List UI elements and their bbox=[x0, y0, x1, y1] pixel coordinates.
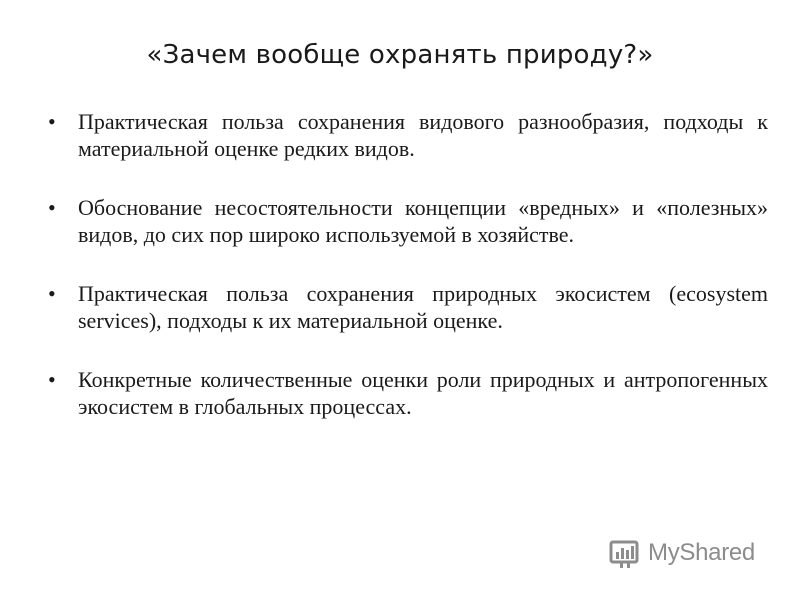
bullet-marker: • bbox=[48, 281, 56, 306]
bullet-item bbox=[48, 366, 768, 420]
myshared-logo-icon bbox=[608, 536, 642, 570]
bullet-text: Практическая польза сохранения видового разнообразия, подходы к материальной оценке редких видов. bbox=[78, 109, 768, 161]
myshared-watermark bbox=[608, 536, 755, 570]
bullet-text: Практическая польза сохранения природных экосистем (ecosystem services), подходы к их материальной оценке. bbox=[78, 281, 768, 333]
bullet-list bbox=[48, 108, 768, 452]
bullet-marker: • bbox=[48, 195, 56, 220]
myshared-logo-text: MyShared bbox=[648, 539, 755, 566]
bullet-item bbox=[48, 194, 768, 248]
bullet-text: Обоснование несостоятельности концепции «вредных» и «полезных» видов, до сих пор широко используемой в хозяйстве. bbox=[78, 195, 768, 247]
bullet-marker: • bbox=[48, 109, 56, 134]
slide-title: «Зачем вообще охранять природу?» bbox=[146, 40, 654, 70]
bullet-item bbox=[48, 108, 768, 162]
bullet-text: Конкретные количественные оценки роли природных и антропогенных экосистем в глобальных процессах. bbox=[78, 367, 768, 419]
bullet-marker: • bbox=[48, 367, 56, 392]
bullet-item bbox=[48, 280, 768, 334]
